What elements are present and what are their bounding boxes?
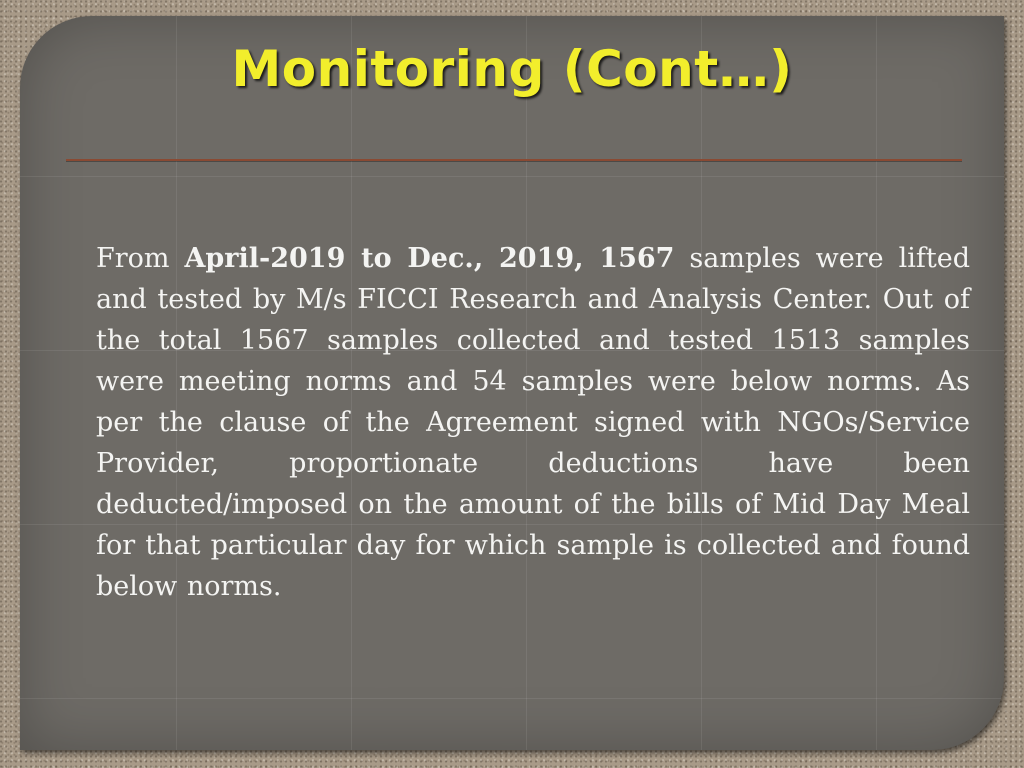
grid-line [20, 176, 1004, 177]
slide-title: Monitoring (Cont…) [231, 40, 793, 98]
slide-panel [20, 16, 1004, 750]
body-paragraph [96, 238, 970, 607]
body-intro: From [96, 243, 185, 274]
body-period: April-2019 to Dec., 2019, 1567 [184, 243, 675, 274]
title-divider [66, 159, 962, 161]
body-rest: samples were lifted and tested by M/s FICCI Research and Analysis Center. Out of the total 1567 samples collected and tested 1513 samples were meeting norms and 54 samples were below norms. As per the clause of the Agreement signed with NGOs/Service Provider, proportionate deductions have been deducted/imposed on the amount of the bills of Mid Day Meal for that particular day for which sample is collected and found below norms. [96, 243, 970, 602]
grid-line [20, 698, 1004, 699]
